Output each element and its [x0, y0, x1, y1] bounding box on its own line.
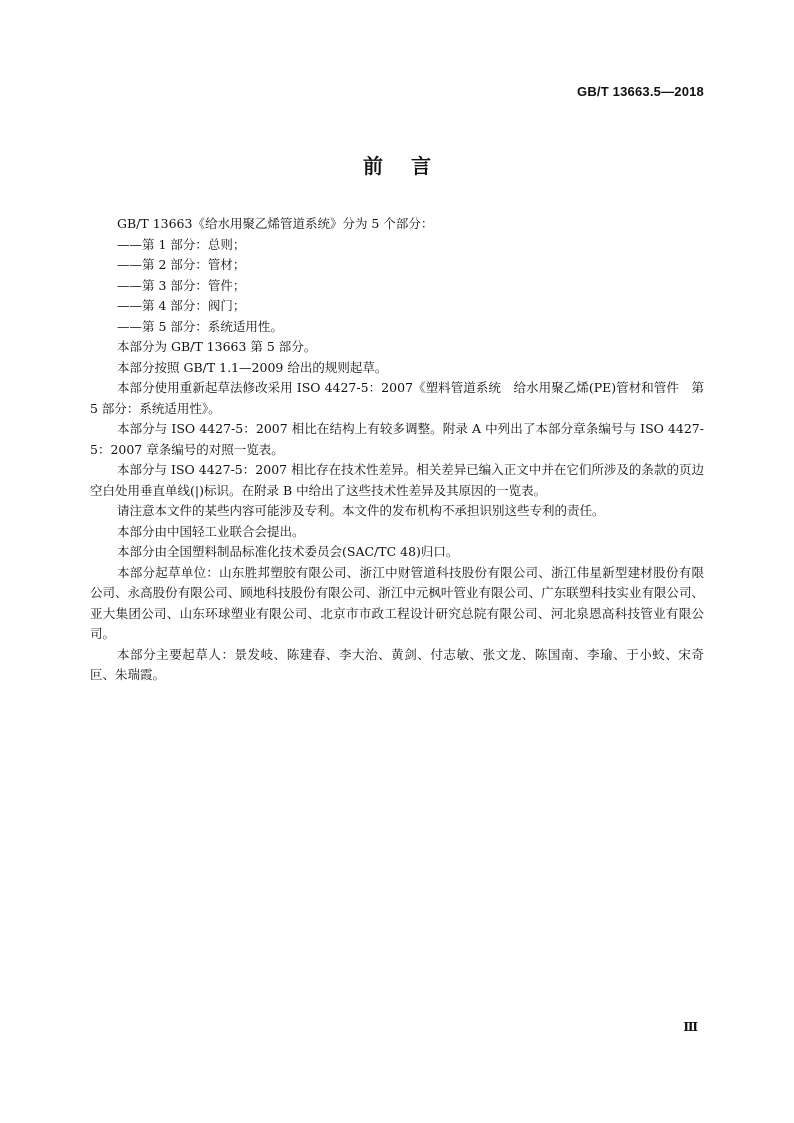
page-number: Ⅲ	[683, 1020, 698, 1034]
list-item: ——第 1 部分：总则；	[117, 236, 246, 252]
list-item: ——第 3 部分：管件；	[117, 277, 246, 293]
paragraph: 本部分与 ISO 4427-5：2007 相比存在技术性差异。相关差异已编入正文中并在它们所涉及的条款的页边空白处用垂直单线(|)标识。在附录 B 中给出了这些技术性差异及其原因的一览表。	[90, 462, 704, 498]
paragraph: GB/T 13663《给水用聚乙烯管道系统》分为 5 个部分：	[117, 216, 434, 231]
standard-code: GB/T 13663.5—2018	[577, 84, 704, 99]
paragraph: 本部分由全国塑料制品标准化技术委员会(SAC/TC 48)归口。	[117, 544, 459, 559]
paragraph: 本部分主要起草人：景发岐、陈建春、李大治、黄剑、付志敏、张文龙、陈国南、李瑜、于小蛟、宋奇叵、朱瑞霞。	[90, 646, 704, 682]
page-title: 前言	[363, 154, 459, 178]
paragraph: 本部分由中国轻工业联合会提出。	[117, 523, 305, 539]
paragraph: 本部分使用重新起草法修改采用 ISO 4427-5：2007《塑料管道系统 给水用聚乙烯(PE)管材和管件 第 5 部分：系统适用性》。	[90, 380, 704, 416]
list-item: ——第 5 部分：系统适用性。	[117, 318, 283, 334]
paragraph: 本部分与 ISO 4427-5：2007 相比在结构上有较多调整。附录 A 中列出了本部分章条编号与 ISO 4427-5：2007 章条编号的对照一览表。	[90, 421, 704, 457]
foreword-body	[90, 214, 704, 686]
paragraph: 本部分为 GB/T 13663 第 5 部分。	[117, 339, 317, 354]
paragraph: 本部分按照 GB/T 1.1—2009 给出的规则起草。	[117, 359, 388, 375]
paragraph: 本部分起草单位：山东胜邦塑胶有限公司、浙江中财管道科技股份有限公司、浙江伟星新型建材股份有限公司、永高股份有限公司、顾地科技股份有限公司、浙江中元枫叶管业有限公司、广东联塑科技实业有限公司、亚大集团公司、山东环球塑业有限公司、北京市市政工程设计研究总院有限公司、河北泉恩高科技管业有限公司。	[90, 564, 704, 641]
list-item: ——第 2 部分：管材；	[117, 257, 246, 272]
paragraph: 请注意本文件的某些内容可能涉及专利。本文件的发布机构不承担识别这些专利的责任。	[117, 503, 605, 518]
list-item: ——第 4 部分：阀门；	[117, 298, 246, 313]
